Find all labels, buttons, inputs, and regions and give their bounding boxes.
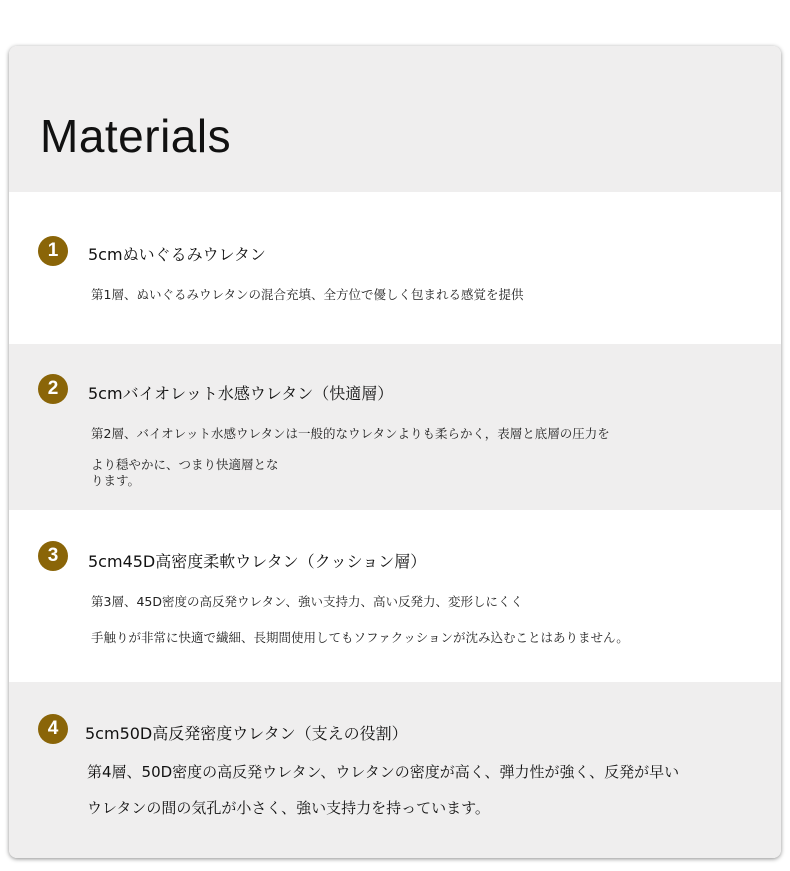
- section-3-line-2: 手触りが非常に快適で繊細、長期間使用してもソファクッションが沈み込むことはありません。: [91, 630, 629, 645]
- section-2-line-2: より穏やかに、つまり快適層とな: [91, 457, 279, 472]
- number-badge-3: 3: [38, 541, 68, 571]
- section-3-heading: 5cm45D高密度柔軟ウレタン（クッション層）: [88, 552, 427, 571]
- section-2-line-3: ります。: [91, 473, 141, 488]
- section-1-heading: 5cmぬいぐるみウレタン: [88, 245, 266, 264]
- section-1: [9, 192, 781, 344]
- header-band: [9, 46, 781, 192]
- section-2: [9, 344, 781, 510]
- section-1-line-1: 第1層、ぬいぐるみウレタンの混合充填、全方位で優しく包まれる感覚を提供: [91, 287, 524, 302]
- section-4-line-2: ウレタンの間の気孔が小さく、強い支持力を持っています。: [87, 799, 490, 817]
- section-4-heading: 5cm50D高反発密度ウレタン（支えの役割）: [85, 724, 408, 743]
- section-2-line-1: 第2層、バイオレット水感ウレタンは一般的なウレタンよりも柔らかく，表層と底層の圧力を: [91, 426, 610, 441]
- materials-card: [9, 46, 781, 858]
- section-3: [9, 510, 781, 682]
- section-4: [9, 682, 781, 858]
- section-2-heading: 5cmバイオレット水感ウレタン（快適層）: [88, 384, 394, 403]
- number-badge-4: 4: [38, 714, 68, 744]
- number-badge-2: 2: [38, 374, 68, 404]
- section-3-line-1: 第3層、45D密度の高反発ウレタン、強い支持力、高い反発力、変形しにくく: [91, 594, 523, 609]
- section-4-line-1: 第4層、50D密度の高反発ウレタン、ウレタンの密度が高く、弾力性が強く、反発が早い: [87, 763, 680, 781]
- page-title: Materials: [40, 110, 232, 162]
- number-badge-1: 1: [38, 236, 68, 266]
